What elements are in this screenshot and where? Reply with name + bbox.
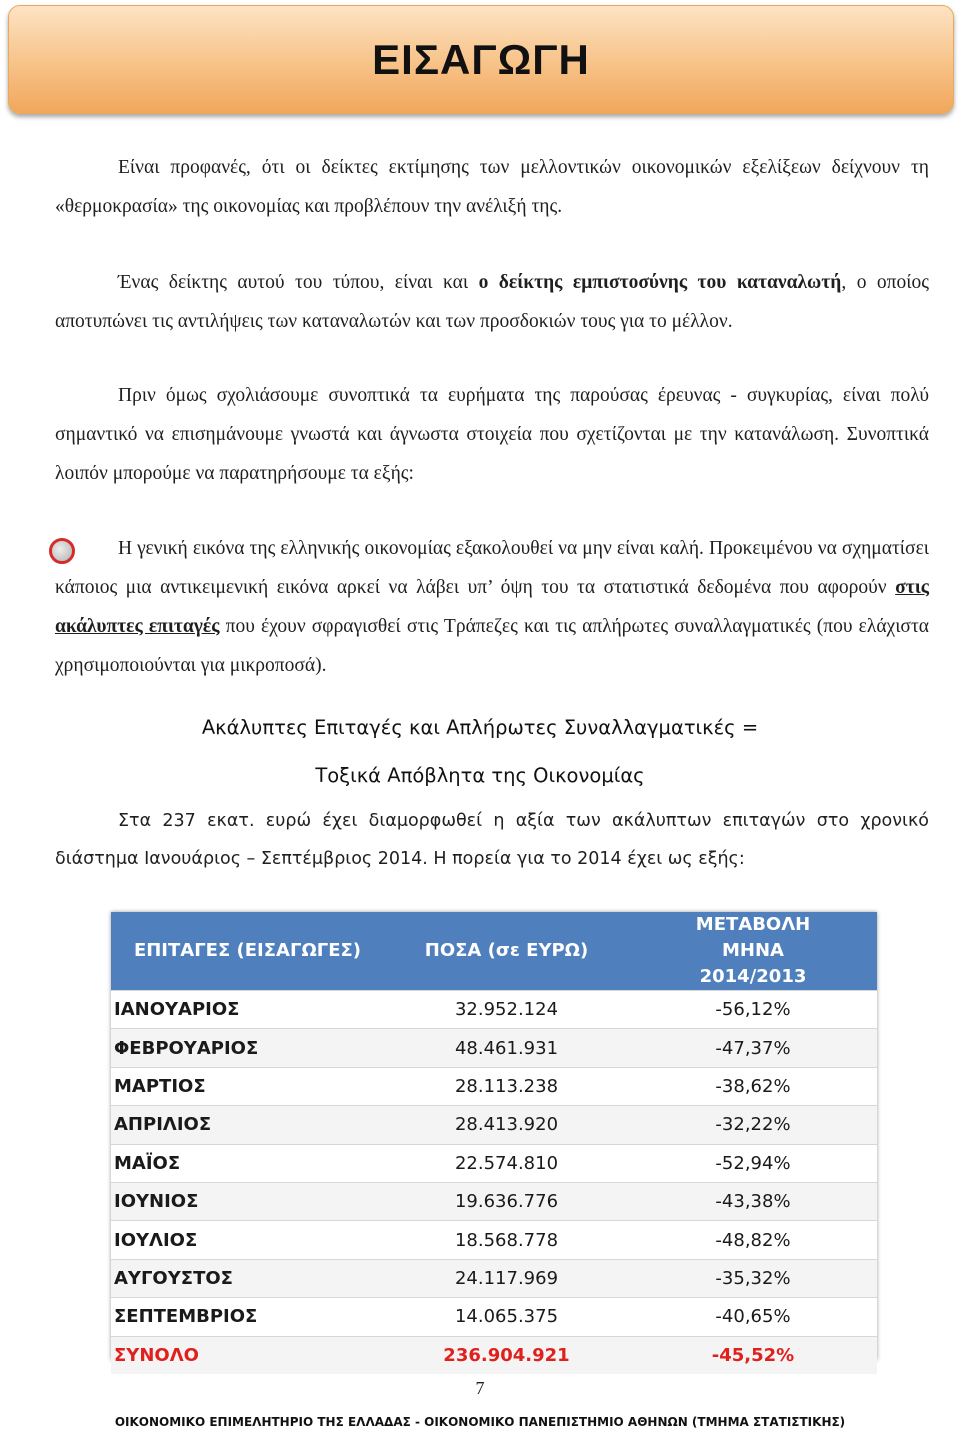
amount-cell: 22.574.810 <box>384 1144 629 1182</box>
change-cell: -52,94% <box>629 1144 877 1182</box>
paragraph-2-emphasis: ο δείκτης εμπιστοσύνης του καταναλωτή <box>478 272 842 293</box>
paragraph-2-text-b: , ο οποίος αποτυπώνει τις αντιλήψεις των καταναλωτών και των προσδοκιών τους για το μέλλον. <box>55 272 929 332</box>
table-row <box>111 991 877 1029</box>
total-label-cell: ΣΥΝΟΛΟ <box>111 1336 384 1374</box>
month-cell: ΑΠΡΙΛΙΟΣ <box>111 1106 384 1144</box>
table-row <box>111 1182 877 1220</box>
section-heading-1: Ακάλυπτες Επιταγές και Απλήρωτες Συναλλαγματικές = <box>201 716 759 739</box>
amount-cell: 32.952.124 <box>384 991 629 1029</box>
amount-cell: 14.065.375 <box>384 1298 629 1336</box>
change-cell: -56,12% <box>629 991 877 1029</box>
amount-cell: 48.461.931 <box>384 1029 629 1067</box>
change-cell: -43,38% <box>629 1182 877 1220</box>
month-cell: ΣΕΠΤΕΜΒΡΙΟΣ <box>111 1298 384 1336</box>
title-banner <box>8 5 954 114</box>
section-heading-2: Τοξικά Απόβλητα της Οικονομίας <box>315 764 645 787</box>
header-change: ΜΕΤΑΒΟΛΗ ΜΗΝΑ 2014/2013 <box>629 912 877 991</box>
amount-cell: 28.413.920 <box>384 1106 629 1144</box>
total-amount-cell: 236.904.921 <box>384 1336 629 1374</box>
amount-cell: 24.117.969 <box>384 1259 629 1297</box>
page-number: 7 <box>475 1378 485 1398</box>
paragraph-1-text: Είναι προφανές, ότι οι δείκτες εκτίμησης των μελλοντικών οικονομικών εξελίξεων δείχνουν τη «θερμοκρασία» της οικονομίας και προβλέπουν την ανέλιξή της. <box>55 157 929 217</box>
change-cell: -32,22% <box>629 1106 877 1144</box>
paragraph-3 <box>55 376 929 493</box>
header-checks: ΕΠΙΤΑΓΕΣ (ΕΙΣΑΓΩΓΕΣ) <box>111 912 384 991</box>
checks-table <box>111 912 877 1366</box>
month-cell: ΜΑΡΤΙΟΣ <box>111 1067 384 1105</box>
table-intro-text: Στα 237 εκατ. ευρώ έχει διαμορφωθεί η αξία των ακάλυπτων επιταγών στο χρονικό διάστημα Ιανουάριος – Σεπτέμβριος 2014. Η πορεία για το 2014 έχει ως εξής: <box>55 811 929 869</box>
change-cell: -40,65% <box>629 1298 877 1336</box>
month-cell: ΑΥΓΟΥΣΤΟΣ <box>111 1259 384 1297</box>
paragraph-4-emphasis: στις ακάλυπτες επιταγές <box>55 577 929 637</box>
amount-cell: 19.636.776 <box>384 1182 629 1220</box>
table-row <box>111 1067 877 1105</box>
total-change-cell: -45,52% <box>629 1336 877 1374</box>
page-footer: ΟΙΚΟΝΟΜΙΚΟ ΕΠΙΜΕΛΗΤΗΡΙΟ ΤΗΣ ΕΛΛΑΔΑΣ - ΟΙΚΟΝΟΜΙΚΟ ΠΑΝΕΠΙΣΤΗΜΙΟ ΑΘΗΝΩΝ (ΤΜΗΜΑ ΣΤΑΤΙΣΤΙΚΗΣ) <box>114 1415 846 1429</box>
month-cell: ΜΑΪΟΣ <box>111 1144 384 1182</box>
paragraph-4-text-a: Η γενική εικόνα της ελληνικής οικονομίας εξακολουθεί να μην είναι καλή. Προκειμένου να σχηματίσει κάποιος μια αντικειμενική εικόνα αρκεί να λάβει υπ’ όψη του τα στατιστικά δεδομένα που αφορούν <box>55 538 929 598</box>
paragraph-2-text-a: Ένας δείκτης αυτού του τύπου, είναι και <box>118 272 479 293</box>
header-amount: ΠΟΣΑ (σε ΕΥΡΩ) <box>384 912 629 991</box>
change-cell: -47,37% <box>629 1029 877 1067</box>
paragraph-4 <box>55 529 929 685</box>
month-cell: ΙΟΥΛΙΟΣ <box>111 1221 384 1259</box>
change-cell: -48,82% <box>629 1221 877 1259</box>
table-intro <box>55 802 929 878</box>
table-row <box>111 1029 877 1067</box>
amount-cell: 18.568.778 <box>384 1221 629 1259</box>
paragraph-1 <box>55 148 929 226</box>
table-row <box>111 1144 877 1182</box>
table-header-row <box>111 912 877 991</box>
table-row <box>111 1106 877 1144</box>
month-cell: ΙΑΝΟΥΑΡΙΟΣ <box>111 991 384 1029</box>
page-title: ΕΙΣΑΓΩΓΗ <box>372 36 590 83</box>
paragraph-2 <box>55 263 929 341</box>
month-cell: ΙΟΥΝΙΟΣ <box>111 1182 384 1220</box>
table-row <box>111 1221 877 1259</box>
paragraph-4-text-b: που έχουν σφραγισθεί στις Τράπεζες και τις απλήρωτες συναλλαγματικές (που ελάχιστα χρησιμοποιούνται για μικροποσά). <box>55 616 930 676</box>
amount-cell: 28.113.238 <box>384 1067 629 1105</box>
table-row <box>111 1298 877 1336</box>
table-row <box>111 1259 877 1297</box>
month-cell: ΦΕΒΡΟΥΑΡΙΟΣ <box>111 1029 384 1067</box>
change-cell: -35,32% <box>629 1259 877 1297</box>
table-total-row <box>111 1336 877 1374</box>
change-cell: -38,62% <box>629 1067 877 1105</box>
paragraph-3-text: Πριν όμως σχολιάσουμε συνοπτικά τα ευρήματα της παρούσας έρευνας - συγκυρίας, είναι πολύ σημαντικό να επισημάνουμε γνωστά και άγνωστα στοιχεία που σχετίζονται με την κατανάλωση. Συνοπτικά λοιπόν μπορούμε να παρατηρήσουμε τα εξής: <box>55 385 929 484</box>
